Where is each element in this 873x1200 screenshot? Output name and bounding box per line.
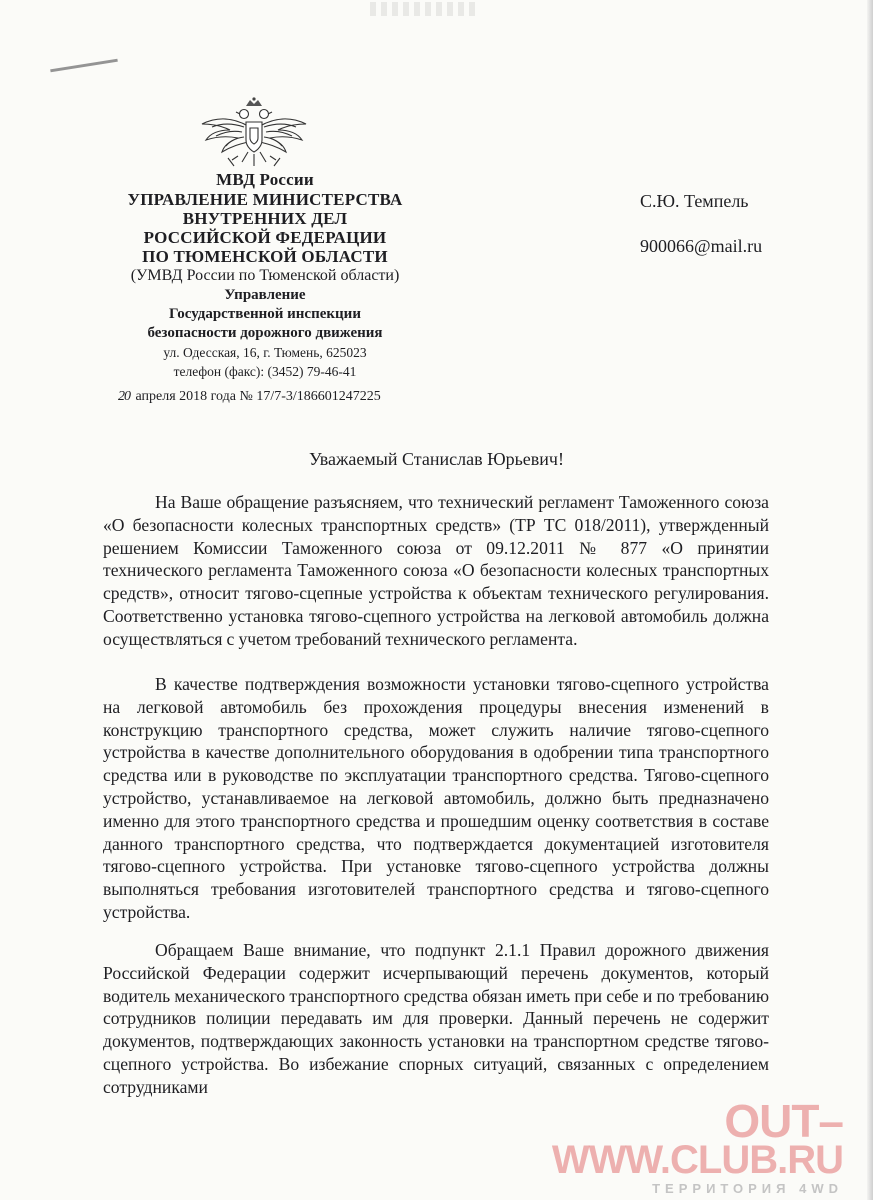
header-agency-line1: МВД России — [216, 170, 314, 189]
handwritten-date-day: 20 — [118, 389, 130, 404]
letter-paragraph: Обращаем Ваше внимание, что подпункт 2.1.1 Правил дорожного движения Российской Федерации содержит исчерпывающий перечень документов, который водитель механического транспортного средства обязан иметь при себе и по требованию сотрудников полиции передавать им для проверки. Данный перечень не содержит документов, подтверждающих законность установки на транспортном средстве тягово-сцепного устройства. Во избежание спорных ситуаций, связанных с определением сотрудниками — [103, 940, 769, 1097]
page-edge-shadow — [867, 0, 873, 1200]
recipient-name: С.Ю. Темпель — [640, 191, 749, 211]
letter-salutation: Уважаемый Станислав Юрьевич! — [309, 449, 564, 469]
header-department-line1: Управление — [224, 287, 306, 303]
letter-paragraph: В качестве подтверждения возможности установки тягово-сцепного устройства на легковой автомобиль без прохождения процедуры внесения изменений в конструкцию транспортного средства, может служить наличие тягово-сцепного устройства в качестве дополнительного оборудования в одобрении типа транспортного средства или в руководстве по эксплуатации транспортного средства. Тягово-сцепного устройство, устанавливаемое на легковой автомобиль, должно быть предназначено именно для этого транспортного средства и прошедшим оценку соответствия в составе данного транспортного средства, что подтверждается документацией изготовителя тягово-сцепного устройства. При установке тягово-сцепного устройства должны выполняться требования изготовителей транспортного средства и тягово-сцепного устройства. — [103, 674, 769, 922]
double-headed-eagle-icon — [198, 96, 310, 172]
header-address: ул. Одесская, 16, г. Тюмень, 625023 — [163, 345, 367, 360]
header-agency-line3: ВНУТРЕННИХ ДЕЛ — [182, 209, 348, 228]
header-agency-line2: УПРАВЛЕНИЕ МИНИСТЕРСТВА — [127, 190, 403, 209]
header-agency-line4: РОССИЙСКОЙ ФЕДЕРАЦИИ — [143, 228, 387, 247]
header-agency-line5: ПО ТЮМЕНСКОЙ ОБЛАСТИ — [142, 247, 388, 266]
date-and-registration-number: апреля 2018 года № 17/7-3/186601247225 — [135, 389, 381, 404]
document-date-number — [118, 389, 408, 405]
watermark-line1: OUT– — [724, 1095, 843, 1147]
recipient-email: 900066@mail.ru — [640, 236, 763, 256]
header-department-line3: безопасности дорожного движения — [147, 325, 383, 341]
watermark-url: WWW.CLUB.RU — [551, 1138, 843, 1182]
header-agency-short-name: (УМВД России по Тюменской области) — [130, 267, 400, 284]
scan-artifact-stroke — [50, 59, 118, 73]
header-department-line2: Государственной инспекции — [169, 306, 361, 322]
scan-bleed-through — [370, 2, 480, 16]
header-phone: телефон (факс): (3452) 79-46-41 — [173, 364, 357, 379]
watermark-tagline: ТЕРРИТОРИЯ 4WD — [652, 1181, 843, 1196]
letter-paragraph: На Ваше обращение разъясняем, что технический регламент Таможенного союза «О безопасности колесных транспортных средств» (ТР ТС 018/2011), утвержденный решением Комиссии Таможенного союза от 09.12.2011 № 877 «О принятии технического регламента Таможенного союза «О безопасности колесных транспортных средств», относит тягово-сцепные устройства к объектам технического регулирования. Соответственно установка тягово-сцепного устройства на легковой автомобиль должна осуществляться с учетом требований технического регламента. — [103, 492, 769, 649]
site-watermark — [551, 1095, 843, 1196]
